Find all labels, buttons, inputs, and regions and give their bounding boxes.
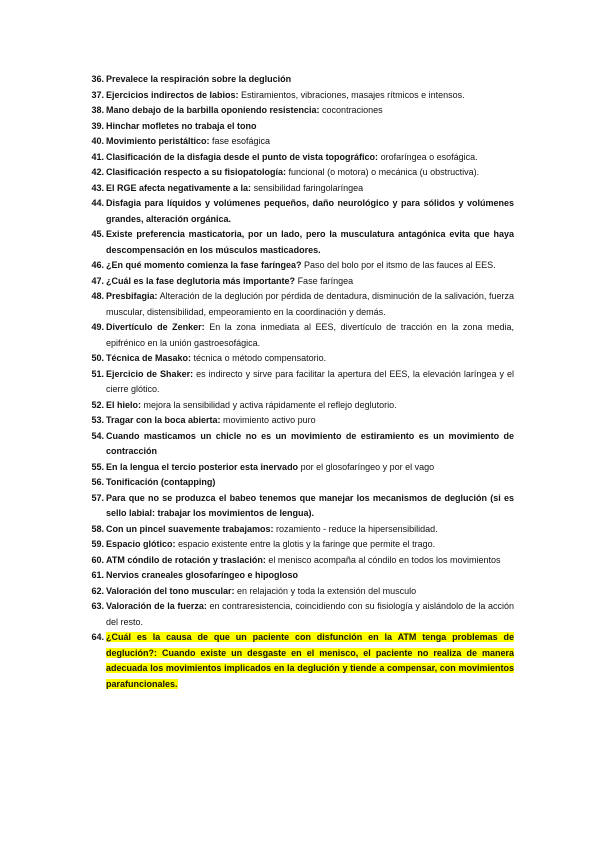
- item-bold-text: Tonificación (contapping): [106, 477, 216, 487]
- list-item: [91, 568, 514, 584]
- item-bold-text: Clasificación de la disfagia desde el punto de vista topográfico:: [106, 151, 379, 162]
- item-bold-text: Movimiento peristáltico:: [106, 136, 210, 146]
- item-text: [106, 353, 326, 363]
- item-normal-text: en relajación y toda la extensión del musculo: [234, 585, 417, 596]
- item-number: 58.: [91, 523, 104, 534]
- item-number: 42.: [91, 167, 104, 177]
- item-bold-text: Disfagia para líquidos y volúmenes pequeños, daño neurológico y para sólidos y volúmenes grandes, alteración orgánica.: [106, 198, 514, 224]
- item-bold-text: Valoración de la fuerza:: [106, 601, 207, 611]
- item-bold-text: El hielo:: [106, 399, 142, 410]
- list-item: [91, 475, 514, 491]
- item-bold-text: Con un pincel suavemente trabajamos:: [106, 523, 274, 534]
- item-number: 51.: [91, 368, 104, 379]
- item-text: [106, 74, 291, 84]
- item-normal-text: movimiento activo puro: [220, 415, 316, 425]
- item-normal-text: por el glosofaríngeo y por el vago: [298, 461, 435, 472]
- item-bold-text: Cuando masticamos un chicle no es un movimiento de estiramiento es un movimiento de contracción: [106, 430, 514, 456]
- item-number: 64.: [91, 632, 104, 642]
- item-number: 56.: [91, 477, 104, 487]
- item-number: 52.: [91, 399, 104, 410]
- item-text: [106, 493, 514, 519]
- item-bold-text: ¿En qué momento comienza la fase faríngea?: [106, 260, 302, 270]
- item-number: 61.: [91, 570, 104, 580]
- item-text: [106, 369, 514, 395]
- item-bold-text: Existe preferencia masticatoria, por un lado, pero la musculatura antagónica evita que haya descompensación en los músculos masticadores.: [106, 229, 514, 255]
- item-normal-text: Estiramientos, vibraciones, masajes rítmicos e intensos.: [238, 89, 465, 100]
- list-item: [91, 227, 514, 258]
- list-item: [91, 413, 514, 429]
- item-text: [106, 322, 514, 348]
- item-bold-text: ATM cóndilo de rotación y traslación:: [106, 554, 266, 565]
- item-number: 45.: [91, 229, 104, 239]
- item-number: 44.: [91, 198, 104, 208]
- list-item: [91, 88, 514, 104]
- item-normal-text: sensibilidad faringolaríngea: [251, 182, 364, 193]
- list-item: [91, 537, 514, 553]
- item-text: [106, 152, 478, 162]
- item-text: [106, 555, 500, 565]
- item-number: 53.: [91, 415, 104, 425]
- list-item: [91, 274, 514, 290]
- item-number: 47.: [91, 275, 104, 286]
- list-item: [91, 367, 514, 398]
- item-text: [106, 260, 496, 270]
- item-text: [106, 632, 514, 689]
- item-bold-text: Para que no se produzca el babeo tenemos que manejar los mecanismos de deglución (si es sello labial: trabajar los movimientos de lengua).: [106, 492, 514, 518]
- item-normal-text: es indirecto y sirve para facilitar la apertura del EES, la elevación laríngea y el cierre glótico.: [106, 368, 514, 394]
- item-bold-text: Divertículo de Zenker:: [106, 322, 205, 332]
- item-bold-text: Espacio glótico:: [106, 539, 176, 549]
- list-item: [91, 491, 514, 522]
- item-text: [106, 183, 363, 193]
- item-number: 54.: [91, 430, 104, 441]
- item-number: 59.: [91, 539, 104, 549]
- item-normal-text: espacio existente entre la glotis y la faringe que permite el trago.: [175, 539, 436, 549]
- list-item: [91, 134, 514, 150]
- item-number: 38.: [91, 105, 104, 115]
- item-text: [106, 198, 514, 224]
- item-text: [106, 601, 514, 627]
- item-normal-text: cocontraciones: [319, 105, 383, 115]
- list-item: [91, 289, 514, 320]
- item-text: [106, 291, 514, 317]
- item-bold-text: Mano debajo de la barbilla oponiendo resistencia:: [106, 105, 320, 115]
- list-item: [91, 181, 514, 197]
- item-normal-text: En la zona inmediata al EES, divertículo de tracción en la zona media, epifrénico en la unión gastroesofágica.: [106, 322, 514, 348]
- item-text: [106, 524, 438, 534]
- item-bold-text: Presbifagia:: [106, 291, 158, 301]
- list-item: [91, 320, 514, 351]
- item-number: 63.: [91, 601, 104, 611]
- item-bold-text: ¿Cuál es la causa de que un paciente con disfunción en la ATM tenga problemas de deglución?: Cuando existe un desgaste en el menisco, el paciente no realiza de manera adecuada los movimientos implicados en la deglución y tiende a compensar, con movimientos parafuncionales.: [106, 632, 514, 689]
- item-normal-text: fase esofágica: [209, 136, 271, 146]
- list-item: [91, 584, 514, 600]
- list-item: [91, 196, 514, 227]
- list-item: [91, 599, 514, 630]
- list-item: [91, 522, 514, 538]
- item-bold-text: Clasificación respecto a su fisiopatología:: [106, 167, 287, 177]
- item-text: [106, 431, 514, 457]
- item-text: [106, 415, 316, 425]
- item-normal-text: Alteración de la deglución por pérdida de dentadura, disminución de la salivación, fuerza muscular, distensibilidad, empeoramiento en la coordinación y demás.: [106, 291, 514, 317]
- list-item: [91, 553, 514, 569]
- item-normal-text: en contraresistencia, coincidiendo con su fisiología y aislándolo de la acción del resto.: [106, 601, 514, 627]
- item-bold-text: Tragar con la boca abierta:: [106, 415, 221, 425]
- item-number: 55.: [91, 461, 104, 472]
- item-bold-text: Hinchar mofletes no trabaja el tono: [106, 120, 257, 131]
- item-number: 39.: [91, 120, 104, 131]
- item-number: 43.: [91, 182, 104, 193]
- list-item: [91, 103, 514, 119]
- list-item: [91, 72, 514, 88]
- item-number: 50.: [91, 353, 104, 363]
- item-bold-text: ¿Cuál es la fase deglutoria más importante?: [106, 275, 296, 286]
- item-text: [106, 167, 479, 177]
- item-number: 36.: [91, 74, 104, 84]
- item-text: [106, 477, 215, 487]
- item-text: [106, 539, 435, 549]
- item-bold-text: Valoración del tono muscular:: [106, 585, 235, 596]
- list-item: [91, 150, 514, 166]
- item-bold-text: Prevalece la respiración sobre la deglución: [106, 74, 292, 84]
- item-normal-text: funcional (o motora) o mecánica (u obstructiva).: [286, 167, 480, 177]
- item-number: 57.: [91, 492, 104, 503]
- item-number: 37.: [91, 89, 104, 100]
- list-item: [91, 119, 514, 135]
- item-number: 62.: [91, 585, 104, 596]
- question-list: [91, 72, 514, 692]
- item-number: 48.: [91, 291, 104, 301]
- item-text: [106, 586, 416, 596]
- list-item: [91, 258, 514, 274]
- item-number: 46.: [91, 260, 104, 270]
- list-item: [91, 460, 514, 476]
- item-text: [106, 462, 434, 472]
- list-item: [91, 165, 514, 181]
- list-item: [91, 351, 514, 367]
- item-normal-text: Fase faríngea: [295, 275, 354, 286]
- item-bold-text: Nervios craneales glosofaríngeo e hipogloso: [106, 570, 299, 580]
- item-text: [106, 229, 514, 255]
- item-bold-text: Ejercicio de Shaker:: [106, 368, 194, 379]
- item-normal-text: rozamiento - reduce la hipersensibilidad.: [273, 523, 438, 534]
- item-normal-text: Paso del bolo por el itsmo de las fauces al EES.: [301, 260, 496, 270]
- item-text: [106, 276, 353, 286]
- item-text: [106, 400, 397, 410]
- item-normal-text: el menisco acompaña al cóndilo en todos los movimientos: [265, 554, 501, 565]
- item-text: [106, 121, 257, 131]
- item-normal-text: mejora la sensibilidad y activa rápidamente el reflejo deglutorio.: [141, 399, 397, 410]
- item-text: [106, 136, 270, 146]
- item-number: 41.: [91, 151, 104, 162]
- list-item: [91, 630, 514, 692]
- item-number: 49.: [91, 322, 104, 332]
- item-bold-text: Ejercicios indirectos de labios:: [106, 89, 239, 100]
- item-text: [106, 90, 465, 100]
- list-item: [91, 398, 514, 414]
- item-bold-text: En la lengua el tercio posterior esta inervado: [106, 461, 299, 472]
- item-text: [106, 570, 298, 580]
- item-normal-text: técnica o método compensatorio.: [191, 353, 327, 363]
- item-number: 60.: [91, 554, 104, 565]
- list-item: [91, 429, 514, 460]
- item-number: 40.: [91, 136, 104, 146]
- item-text: [106, 105, 383, 115]
- item-bold-text: El RGE afecta negativamente a la:: [106, 182, 252, 193]
- item-bold-text: Técnica de Masako:: [106, 353, 192, 363]
- item-normal-text: orofaríngea o esofágica.: [378, 151, 478, 162]
